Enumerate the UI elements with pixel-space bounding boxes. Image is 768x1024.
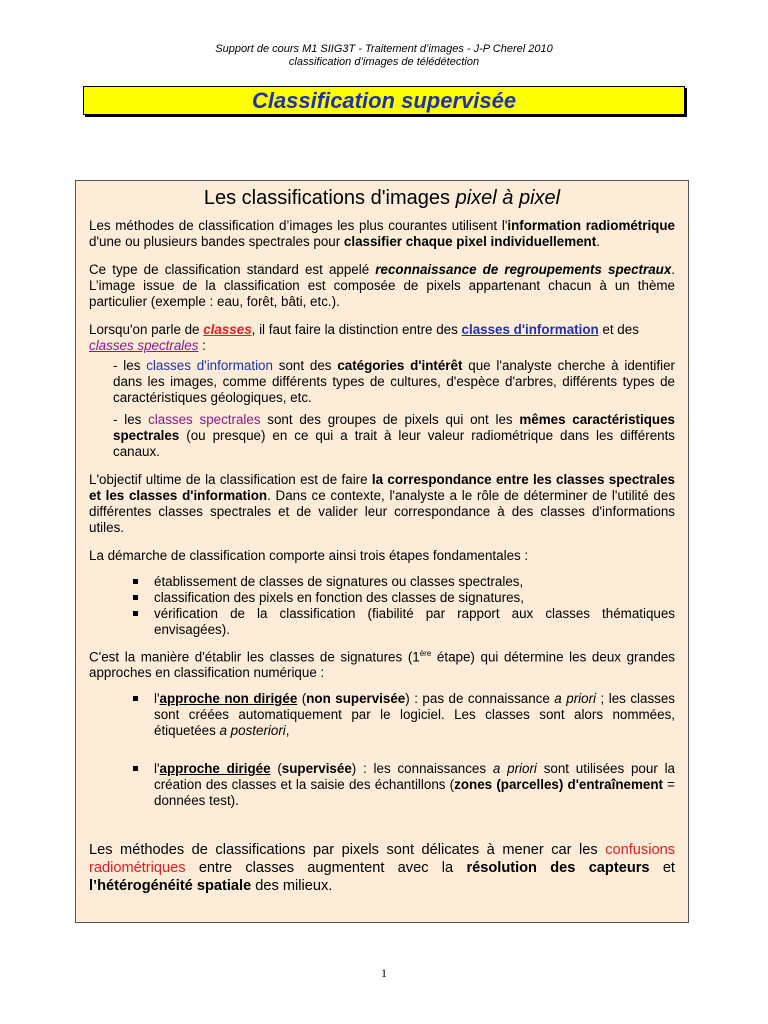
list-item-supervised: l'approche dirigée (supervisée) : les connaissances a priori sont utilisées pour la création des classes et la saisie des échantillons (zones (parcelles) d'entraînement = données test).: [89, 761, 675, 809]
section-heading-text: Les classifications d'images: [203, 187, 456, 209]
list-item-unsupervised: l'approche non dirigée (non supervisée) : pas de connaissance a priori ; les classes sont créées automatiquement par le logiciel. Les classes sont alors nommées, étiquetées a posteriori,: [89, 691, 675, 739]
paragraph-conclusion: Les méthodes de classifications par pixels sont délicates à mener car les confusions radiométriques entre classes augmentent avec la résolution des capteurs et l’hétérogénéité spatiale des milieux.: [89, 842, 675, 895]
list-item: vérification de la classification (fiabilité par rapport aux classes thématiques envisagées).: [89, 606, 675, 638]
term-classes-information: classes d'information: [461, 322, 599, 337]
list-item: établissement de classes de signatures ou classes spectrales,: [89, 574, 675, 590]
approaches-list: [89, 691, 675, 809]
paragraph-objective: L'objectif ultime de la classification est de faire la correspondance entre les classes spectrales et les classes d'information. Dans ce contexte, l'analyste a le rôle de déterminer de l'utilité des différentes classes spectrales et de valider leur correspondance à des classes d'informations utiles.: [89, 472, 676, 535]
paragraph-standard-type: Ce type de classification standard est appelé reconnaissance de regroupements spectraux. L’image issue de la classification est composée de pixels appartenant chacun à un thème particulier (exemple : eau, forêt, bâti, etc.).: [89, 262, 675, 309]
content-box: [75, 180, 689, 923]
paragraph-steps-intro: La démarche de classification comporte ainsi trois étapes fondamentales :: [89, 548, 529, 563]
paragraph-classes: Lorsqu'on parle de classes, il faut faire la distinction entre des classes d'information et des classes spectrales :: [89, 322, 639, 353]
term-classes-spectrales: classes spectrales: [89, 338, 199, 353]
paragraph-classes-spectrales: - les classes spectrales sont des groupes de pixels qui ont les mêmes caractéristiques spectrales (ou presque) en ce qui a trait à leur valeur radiométrique dans les différents canaux.: [113, 412, 675, 459]
document-header: [0, 43, 768, 69]
header-line-2: classification d’images de télédétection: [288, 56, 480, 68]
page-title: Classification supervisée: [83, 86, 685, 115]
paragraph-intro: Les méthodes de classification d’images les plus courantes utilisent l'information radiométrique d'une ou plusieurs bandes spectrales pour classifier chaque pixel individuellement.: [89, 218, 675, 249]
paragraph-classes-information: - les classes d'information sont des catégories d'intérêt que l'analyste cherche à identifier dans les images, comme différents types de cultures, d'espèce d'arbres, différents types de caractéristiques géologiques, etc.: [113, 358, 675, 405]
header-line-1: Support de cours M1 SIIG3T - Traitement d’images - J-P Cherel 2010: [215, 43, 553, 55]
list-item: classification des pixels en fonction des classes de signatures,: [89, 590, 675, 606]
section-heading-italic: pixel à pixel: [455, 187, 561, 209]
paragraph-approaches-intro: C'est la manière d'établir les classes de signatures (1ère étape) qui détermine les deux grandes approches en classification numérique :: [89, 649, 675, 681]
term-classes: classes: [203, 322, 252, 337]
section-heading: [89, 184, 675, 212]
steps-list: [89, 574, 675, 638]
page-number: 1: [381, 966, 387, 980]
